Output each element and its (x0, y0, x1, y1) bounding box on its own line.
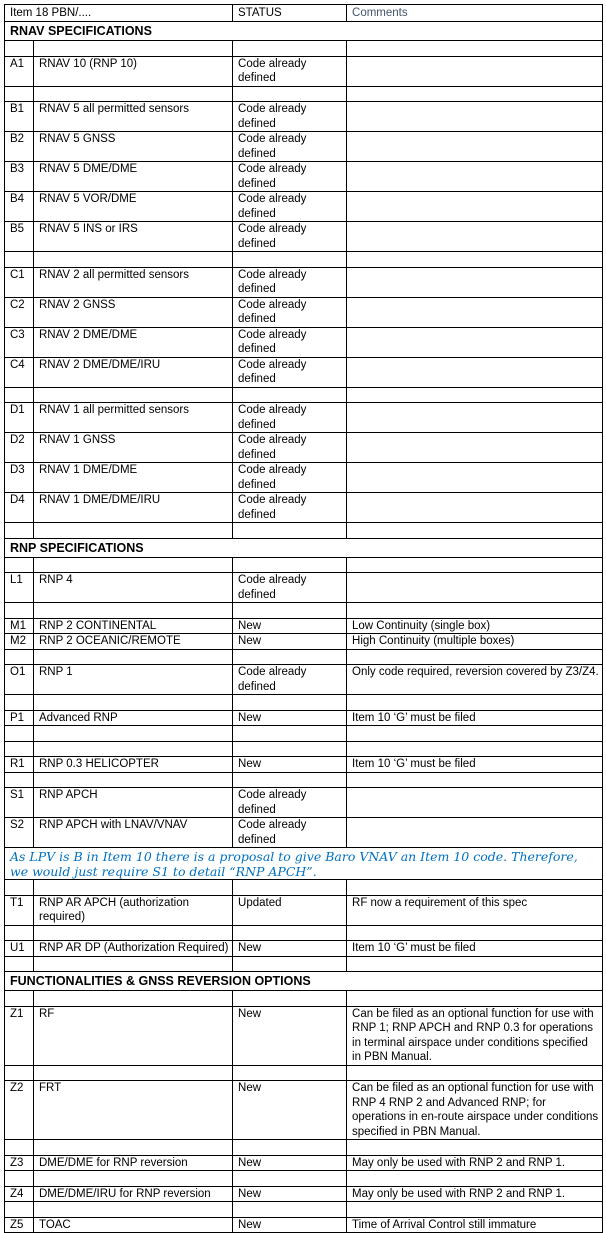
table-row (5, 493, 603, 523)
cell-item: RNP 0.3 HELICOPTER (34, 757, 233, 773)
cell-item (34, 741, 233, 757)
table-row (5, 710, 603, 726)
cell-code: Z5 (5, 1217, 34, 1233)
cell-comment (347, 493, 603, 523)
cell-item (34, 880, 233, 896)
cell-item: DME/DME/IRU for RNP reversion (34, 1186, 233, 1202)
cell-item: DME/DME for RNP reversion (34, 1155, 233, 1171)
cell-status (233, 925, 347, 941)
cell-comment: Can be filed as an optional function for use with RNP 1; RNP APCH and RNP 0.3 for operations in terminal airspace under conditions specified in PBN Manual. (347, 1006, 603, 1065)
cell-code: A1 (5, 56, 34, 86)
table-row (5, 357, 603, 387)
cell-status (233, 741, 347, 757)
spacer-row (5, 523, 603, 539)
cell-item: RNP AR DP (Authorization Required) (34, 941, 233, 957)
table-row (5, 818, 603, 848)
cell-code: B4 (5, 192, 34, 222)
spacer-row (5, 695, 603, 711)
cell-code: C1 (5, 267, 34, 297)
cell-status: New (233, 757, 347, 773)
cell-comment (347, 252, 603, 268)
cell-status: New (233, 1217, 347, 1233)
cell-status: Code already defined (233, 573, 347, 603)
cell-code (5, 880, 34, 896)
cell-status: Code already defined (233, 132, 347, 162)
spacer-row (5, 956, 603, 972)
cell-comment (347, 788, 603, 818)
cell-code (5, 956, 34, 972)
cell-status (233, 649, 347, 665)
cell-code: D2 (5, 433, 34, 463)
table-row (5, 433, 603, 463)
cell-item: RNAV 10 (RNP 10) (34, 56, 233, 86)
cell-status (233, 880, 347, 896)
cell-comment: Low Continuity (single box) (347, 618, 603, 634)
table-row (5, 102, 603, 132)
cell-code: R1 (5, 757, 34, 773)
cell-comment (347, 267, 603, 297)
cell-comment: High Continuity (multiple boxes) (347, 634, 603, 650)
cell-code (5, 557, 34, 573)
cell-code: S2 (5, 818, 34, 848)
table-row (5, 618, 603, 634)
cell-item: RNAV 2 DME/DME (34, 327, 233, 357)
cell-code (5, 252, 34, 268)
section-title: RNP SPECIFICATIONS (5, 538, 603, 557)
spacer-row (5, 252, 603, 268)
cell-code (5, 695, 34, 711)
table-body (5, 22, 603, 1233)
table-row (5, 56, 603, 86)
cell-comment: May only be used with RNP 2 and RNP 1. (347, 1186, 603, 1202)
table-row (5, 327, 603, 357)
cell-item (34, 649, 233, 665)
cell-code: C2 (5, 297, 34, 327)
cell-status: Code already defined (233, 493, 347, 523)
cell-comment (347, 726, 603, 742)
cell-comment (347, 649, 603, 665)
cell-item (34, 603, 233, 619)
cell-status: New (233, 1186, 347, 1202)
cell-item: RNP 2 CONTINENTAL (34, 618, 233, 634)
cell-code: B1 (5, 102, 34, 132)
cell-comment (347, 403, 603, 433)
cell-item (34, 1140, 233, 1156)
cell-item: RNP APCH (34, 788, 233, 818)
cell-comment: Only code required, reversion covered by Z3/Z4. (347, 665, 603, 695)
section-title: FUNCTIONALITIES & GNSS REVERSION OPTIONS (5, 972, 603, 991)
table-row (5, 788, 603, 818)
section-title: RNAV SPECIFICATIONS (5, 22, 603, 41)
table-row (5, 895, 603, 925)
spacer-row (5, 387, 603, 403)
cell-code (5, 772, 34, 788)
section-header-row (5, 22, 603, 41)
cell-status (233, 695, 347, 711)
table-row (5, 941, 603, 957)
cell-status (233, 557, 347, 573)
cell-item (34, 1171, 233, 1187)
cell-code: T1 (5, 895, 34, 925)
cell-comment (347, 132, 603, 162)
table-row (5, 665, 603, 695)
cell-status: New (233, 1081, 347, 1140)
cell-code: S1 (5, 788, 34, 818)
cell-status (233, 772, 347, 788)
cell-code (5, 1065, 34, 1081)
spacer-row (5, 925, 603, 941)
cell-status: Code already defined (233, 788, 347, 818)
table-row (5, 1155, 603, 1171)
spacer-row (5, 649, 603, 665)
cell-status: Code already defined (233, 297, 347, 327)
cell-status: Updated (233, 895, 347, 925)
cell-code (5, 41, 34, 57)
table-row (5, 573, 603, 603)
cell-status: Code already defined (233, 222, 347, 252)
table-row (5, 403, 603, 433)
cell-item (34, 695, 233, 711)
cell-status: Code already defined (233, 818, 347, 848)
cell-code: Z4 (5, 1186, 34, 1202)
cell-comment: Can be filed as an optional function for use with RNP 4 RNP 2 and Advanced RNP; for operations in en-route airspace under conditions specified in PBN Manual. (347, 1081, 603, 1140)
cell-code: D1 (5, 403, 34, 433)
spacer-row (5, 41, 603, 57)
table-row (5, 297, 603, 327)
cell-comment (347, 357, 603, 387)
cell-comment: Item 10 ‘G’ must be filed (347, 710, 603, 726)
cell-code (5, 991, 34, 1007)
cell-item (34, 772, 233, 788)
table-row (5, 132, 603, 162)
cell-code (5, 1202, 34, 1218)
cell-code: C3 (5, 327, 34, 357)
cell-comment (347, 297, 603, 327)
spacer-row (5, 557, 603, 573)
cell-code (5, 925, 34, 941)
cell-code (5, 523, 34, 539)
cell-status: Code already defined (233, 665, 347, 695)
cell-item (34, 991, 233, 1007)
cell-code: M2 (5, 634, 34, 650)
cell-status (233, 1065, 347, 1081)
spacer-row (5, 772, 603, 788)
cell-code: B2 (5, 132, 34, 162)
cell-item (34, 387, 233, 403)
cell-status (233, 956, 347, 972)
cell-item (34, 41, 233, 57)
cell-item: RNAV 5 GNSS (34, 132, 233, 162)
cell-status (233, 523, 347, 539)
column-header-item: Item 18 PBN/.... (5, 5, 233, 22)
cell-item (34, 86, 233, 102)
cell-comment (347, 192, 603, 222)
cell-status (233, 1140, 347, 1156)
cell-code: D4 (5, 493, 34, 523)
cell-item: RNAV 1 DME/DME (34, 463, 233, 493)
cell-status: Code already defined (233, 327, 347, 357)
pbn-codes-table (4, 4, 603, 1233)
header-row (5, 5, 603, 22)
cell-comment (347, 222, 603, 252)
spacer-row (5, 741, 603, 757)
note-row (5, 848, 603, 880)
cell-status (233, 41, 347, 57)
cell-comment: Item 10 ‘G’ must be filed (347, 757, 603, 773)
cell-status (233, 387, 347, 403)
cell-code (5, 741, 34, 757)
cell-comment (347, 463, 603, 493)
table-row (5, 1217, 603, 1233)
spacer-row (5, 1171, 603, 1187)
cell-code: M1 (5, 618, 34, 634)
cell-item: TOAC (34, 1217, 233, 1233)
cell-status (233, 1202, 347, 1218)
table-row (5, 192, 603, 222)
cell-item: RNAV 2 DME/DME/IRU (34, 357, 233, 387)
cell-item: Advanced RNP (34, 710, 233, 726)
cell-item (34, 956, 233, 972)
cell-status (233, 603, 347, 619)
cell-item (34, 523, 233, 539)
cell-comment (347, 1065, 603, 1081)
cell-status: Code already defined (233, 433, 347, 463)
cell-status: Code already defined (233, 267, 347, 297)
cell-code: C4 (5, 357, 34, 387)
cell-status: Code already defined (233, 102, 347, 132)
cell-item: RNAV 5 all permitted sensors (34, 102, 233, 132)
cell-item: RNP 4 (34, 573, 233, 603)
cell-comment (347, 56, 603, 86)
cell-code: D3 (5, 463, 34, 493)
spacer-row (5, 880, 603, 896)
cell-comment (347, 523, 603, 539)
table-row (5, 222, 603, 252)
cell-comment (347, 557, 603, 573)
cell-comment (347, 1140, 603, 1156)
cell-comment (347, 925, 603, 941)
section-header-row (5, 538, 603, 557)
cell-comment: Item 10 ‘G’ must be filed (347, 941, 603, 957)
cell-item: RNP APCH with LNAV/VNAV (34, 818, 233, 848)
cell-item: FRT (34, 1081, 233, 1140)
table-row (5, 162, 603, 192)
table-row (5, 463, 603, 493)
cell-code: L1 (5, 573, 34, 603)
cell-code (5, 649, 34, 665)
cell-item: RNP 1 (34, 665, 233, 695)
cell-item (34, 925, 233, 941)
table-row (5, 634, 603, 650)
cell-status (233, 252, 347, 268)
spacer-row (5, 1202, 603, 1218)
cell-status: Code already defined (233, 403, 347, 433)
cell-item: RNAV 1 GNSS (34, 433, 233, 463)
cell-comment: May only be used with RNP 2 and RNP 1. (347, 1155, 603, 1171)
cell-comment (347, 573, 603, 603)
section-header-row (5, 972, 603, 991)
table-row (5, 1006, 603, 1065)
cell-status: Code already defined (233, 463, 347, 493)
cell-comment (347, 991, 603, 1007)
cell-status (233, 1171, 347, 1187)
spacer-row (5, 603, 603, 619)
cell-item (34, 1202, 233, 1218)
cell-comment (347, 86, 603, 102)
column-header-status: STATUS (233, 5, 347, 22)
cell-code: O1 (5, 665, 34, 695)
cell-comment (347, 880, 603, 896)
cell-item (34, 726, 233, 742)
cell-item: RNAV 1 all permitted sensors (34, 403, 233, 433)
cell-comment (347, 327, 603, 357)
cell-code: Z3 (5, 1155, 34, 1171)
cell-comment (347, 1202, 603, 1218)
cell-comment (347, 1171, 603, 1187)
cell-code: P1 (5, 710, 34, 726)
cell-item: RF (34, 1006, 233, 1065)
cell-comment (347, 433, 603, 463)
cell-item: RNP AR APCH (authorization required) (34, 895, 233, 925)
cell-item: RNAV 1 DME/DME/IRU (34, 493, 233, 523)
cell-status: Code already defined (233, 357, 347, 387)
cell-comment (347, 387, 603, 403)
spacer-row (5, 1065, 603, 1081)
cell-comment (347, 695, 603, 711)
cell-code (5, 1171, 34, 1187)
table-row (5, 1081, 603, 1140)
cell-status: New (233, 618, 347, 634)
cell-comment (347, 818, 603, 848)
cell-item: RNP 2 OCEANIC/REMOTE (34, 634, 233, 650)
cell-status: New (233, 710, 347, 726)
cell-item: RNAV 5 VOR/DME (34, 192, 233, 222)
cell-item: RNAV 2 all permitted sensors (34, 267, 233, 297)
spacer-row (5, 1140, 603, 1156)
cell-status: New (233, 1006, 347, 1065)
cell-code (5, 1140, 34, 1156)
spacer-row (5, 991, 603, 1007)
cell-comment (347, 41, 603, 57)
spacer-row (5, 726, 603, 742)
cell-status: New (233, 941, 347, 957)
cell-status: New (233, 1155, 347, 1171)
cell-comment: RF now a requirement of this spec (347, 895, 603, 925)
cell-comment (347, 603, 603, 619)
cell-item: RNAV 5 DME/DME (34, 162, 233, 192)
cell-code: Z2 (5, 1081, 34, 1140)
cell-item (34, 252, 233, 268)
cell-code: B3 (5, 162, 34, 192)
cell-code: Z1 (5, 1006, 34, 1065)
cell-comment (347, 741, 603, 757)
cell-code (5, 86, 34, 102)
cell-item (34, 557, 233, 573)
table-row (5, 757, 603, 773)
column-header-comments: Comments (347, 5, 603, 22)
cell-status: New (233, 634, 347, 650)
cell-status: Code already defined (233, 162, 347, 192)
table-row (5, 267, 603, 297)
cell-comment (347, 102, 603, 132)
cell-comment (347, 772, 603, 788)
cell-code: B5 (5, 222, 34, 252)
cell-status: Code already defined (233, 56, 347, 86)
cell-code (5, 387, 34, 403)
cell-code (5, 726, 34, 742)
cell-item (34, 1065, 233, 1081)
cell-status (233, 86, 347, 102)
spacer-row (5, 86, 603, 102)
table-row (5, 1186, 603, 1202)
cell-comment: Time of Arrival Control still immature (347, 1217, 603, 1233)
cell-status (233, 991, 347, 1007)
document-page (0, 4, 606, 1231)
cell-status: Code already defined (233, 192, 347, 222)
cell-comment (347, 162, 603, 192)
cell-code: U1 (5, 941, 34, 957)
cell-code (5, 603, 34, 619)
cell-item: RNAV 5 INS or IRS (34, 222, 233, 252)
cell-item: RNAV 2 GNSS (34, 297, 233, 327)
cell-comment (347, 956, 603, 972)
note-text: As LPV is B in Item 10 there is a proposal to give Baro VNAV an Item 10 code. Therefore, we would just require S1 to detail “RNP APCH”. (5, 848, 603, 880)
cell-status (233, 726, 347, 742)
